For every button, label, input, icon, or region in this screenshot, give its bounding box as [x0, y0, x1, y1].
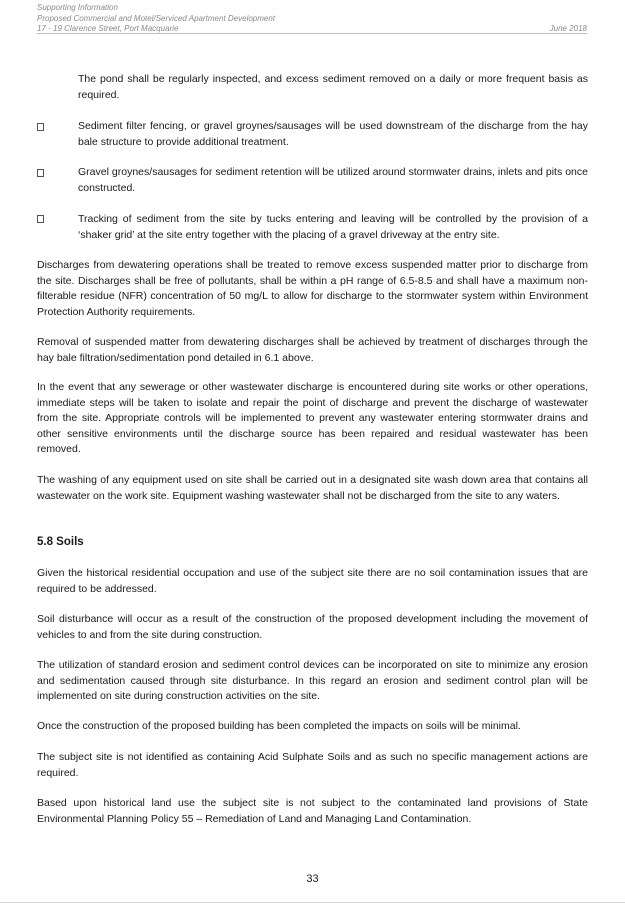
- header-line-1: Supporting Information: [37, 3, 118, 12]
- running-header: [37, 3, 587, 35]
- body-paragraph: In the event that any sewerage or other wastewater discharge is encountered during site works or other operations, immediate steps will be taken to isolate and repair the point of discharge and prevent the discharge of wastewater from the site. Appropriate controls will be implemented to prevent any wastewater entering stormwater drains and other sensitive environments until the discharge source has been repaired and residual wastewater has been removed.: [37, 381, 588, 455]
- body-paragraph: Given the historical residential occupation and use of the subject site there are no soil contamination issues that are required to be addressed.: [37, 567, 588, 595]
- continued-paragraph: The pond shall be regularly inspected, and excess sediment removed on a daily or more frequent basis as required.: [78, 73, 588, 101]
- header-line-3: 17 - 19 Clarence Street, Port Macquarie: [37, 24, 179, 33]
- body-paragraph: Removal of suspended matter from dewatering discharges shall be achieved by treatment of discharges through the hay bale filtration/sedimentation pond detailed in 6.1 above.: [37, 336, 588, 364]
- body-paragraph: Based upon historical land use the subject site is not subject to the contaminated land provisions of State Environmental Planning Policy 55 – Remediation of Land and Managing Land Contamination.: [37, 797, 588, 825]
- page-bottom-edge: [0, 902, 625, 903]
- body-paragraph: Soil disturbance will occur as a result of the construction of the proposed development including the movement of vehicles to and from the site during construction.: [37, 613, 588, 641]
- checkbox-bullet-icon: [37, 215, 44, 223]
- body-paragraph: The washing of any equipment used on site shall be carried out in a designated site wash down area that contains all wastewater on the work site. Equipment washing wastewater shall not be discharged from the site to any waters.: [37, 474, 588, 502]
- header-rule: [37, 33, 587, 34]
- page-number: 33: [306, 873, 319, 885]
- bullet-item: Gravel groynes/sausages for sediment retention will be utilized around stormwater drains, inlets and pits once constructed.: [78, 166, 588, 194]
- header-date: June 2018: [549, 24, 587, 33]
- bullet-item: Sediment filter fencing, or gravel groynes/sausages will be used downstream of the discharge from the hay bale structure to provide additional treatment.: [78, 120, 588, 148]
- body-paragraph: Discharges from dewatering operations shall be treated to remove excess suspended matter prior to discharge from the site. Discharges shall be free of pollutants, shall be within a pH range of 6.5-8.5 and shall have a maximum non-filterable residue (NFR) concentration of 50 mg/L to allow for discharge to the stormwater system within Environment Protection Authority requirements.: [37, 259, 588, 318]
- section-heading: 5.8 Soils: [37, 536, 84, 548]
- body-paragraph: Once the construction of the proposed building has been completed the impacts on soils will be minimal.: [37, 720, 521, 732]
- checkbox-bullet-icon: [37, 169, 44, 177]
- body-paragraph: The subject site is not identified as containing Acid Sulphate Soils and as such no specific management actions are required.: [37, 751, 588, 779]
- checkbox-bullet-icon: [37, 123, 44, 131]
- header-line-2: Proposed Commercial and Motel/Serviced Apartment Development: [37, 13, 276, 23]
- body-paragraph: The utilization of standard erosion and sediment control devices can be incorporated on site to minimize any erosion and sedimentation caused through site disturbance. In this regard an erosion and sediment control plan will be implemented on site during construction activities on the site.: [37, 659, 588, 702]
- bullet-item: Tracking of sediment from the site by tucks entering and leaving will be controlled by the provision of a ‘shaker grid’ at the site entry together with the placing of a gravel driveway at the entry site.: [78, 213, 588, 241]
